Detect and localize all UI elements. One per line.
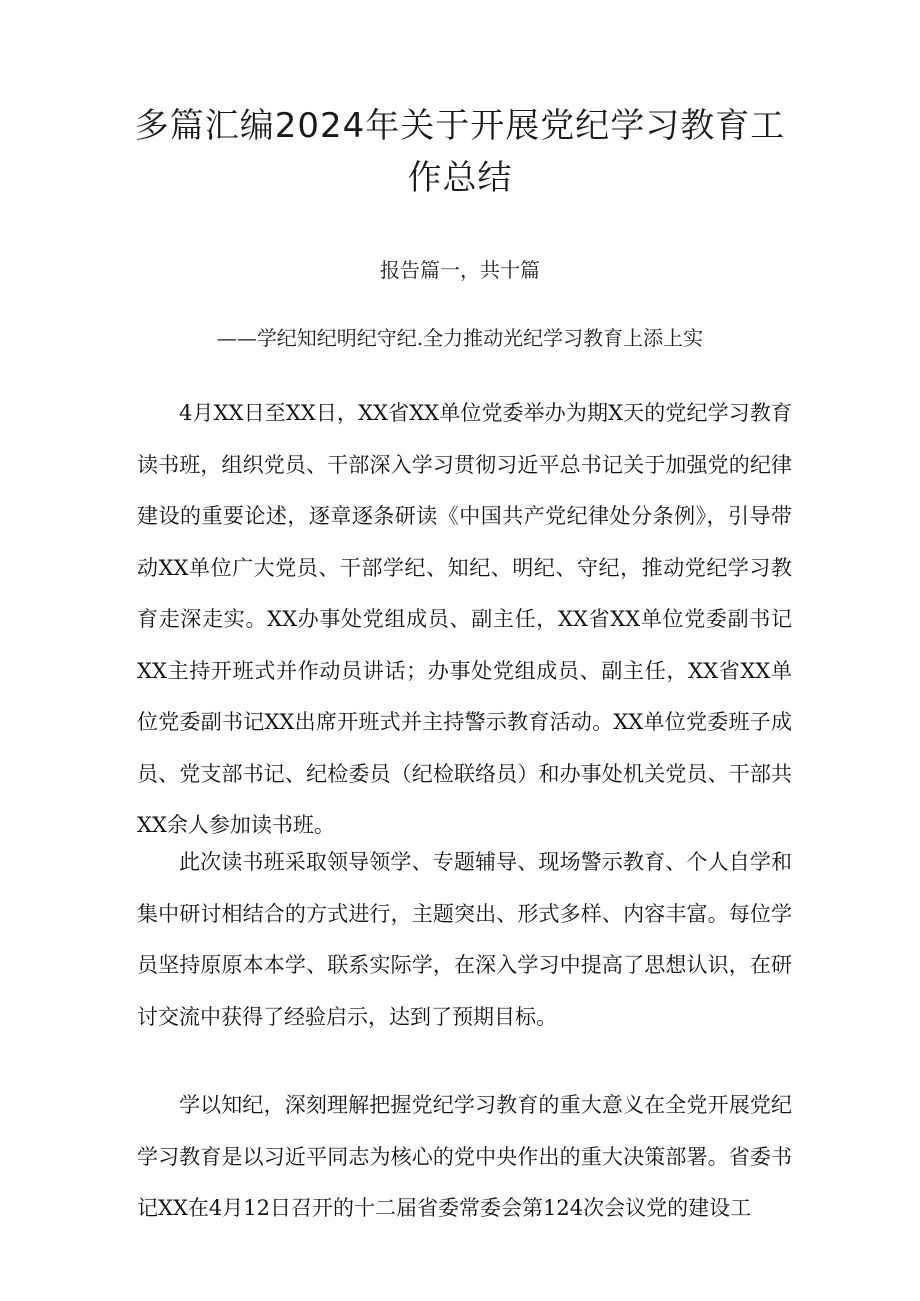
body-paragraph: 此次读书班采取领导领学、专题辅导、现场警示教育、个人自学和集中研讨相结合的方式进行，主题突出、形式多样、内容丰富。每位学员坚持原原本本学、联系实际学，在深入学习中提高了思想认识，在研讨交流中获得了经验启示，达到了预期目标。 bbox=[137, 850, 792, 1029]
document-subtitle: 报告篇一，共十篇 bbox=[380, 258, 540, 282]
document-title: 多篇汇编2024年关于开展党纪学习教育工作总结 bbox=[134, 106, 786, 198]
body-paragraph: 学以知纪，深刻理解把握党纪学习教育的重大意义在全党开展党纪学习教育是以习近平同志为核心的党中央作出的重大决策部署。省委书记XX在4月12日召开的十二届省委常委会第124次会议党的建设工 bbox=[137, 1093, 792, 1220]
body-paragraph: 4月XX日至XX日，XX省XX单位党委举办为期X天的党纪学习教育读书班，组织党员、干部深入学习贯彻习近平总书记关于加强党的纪律建设的重要论述，逐章逐条研读《中国共产党纪律处分条例》，引导带动XX单位广大党员、干部学纪、知纪、明纪、守纪，推动党纪学习教育走深走实。XX办事处党组成员、副主任，XX省XX单位党委副书记XX主持开班式并作动员讲话；办事处党组成员、副主任，XX省XX单位党委副书记XX出席开班式并主持警示教育活动。XX单位党委班子成员、党支部书记、纪检委员（纪检联络员）和办事处机关党员、干部共XX余人参加读书班。 bbox=[137, 401, 792, 837]
document-subheading: ——学纪知纪明纪守纪.全力推动光纪学习教育上添上实 bbox=[216, 326, 704, 350]
